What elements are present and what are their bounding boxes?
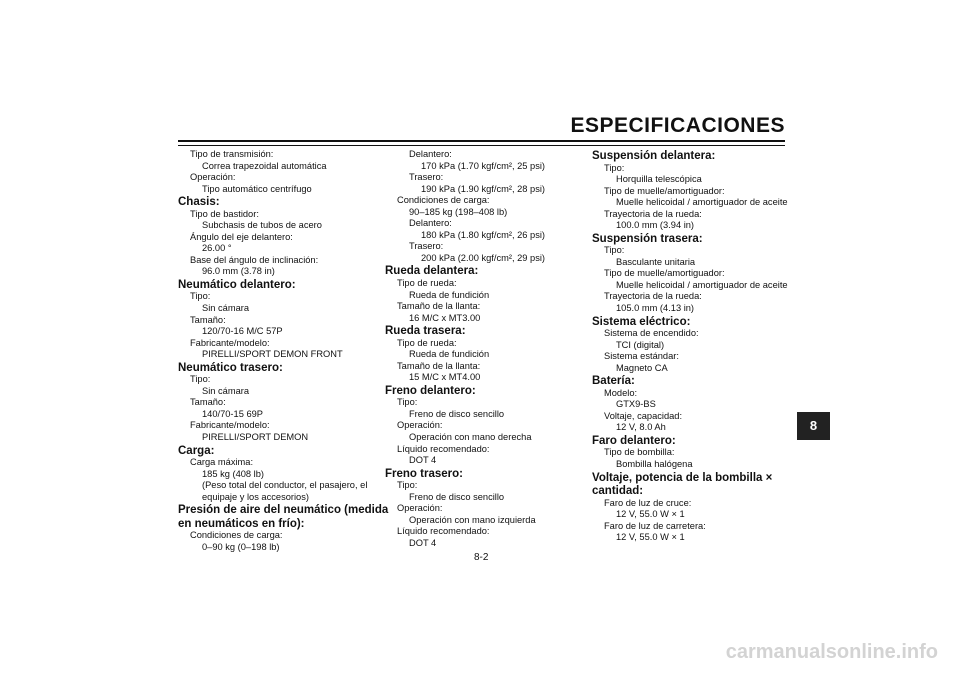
spec-line: Subchasis de tubos de acero (202, 220, 322, 231)
spec-line: Delantero: (409, 149, 452, 159)
spec-line: Rueda de fundición (409, 289, 490, 300)
spec-line: 140/70-15 69P (202, 408, 263, 419)
spec-line: equipaje y los accesorios) (202, 491, 309, 502)
section-heading: Neumático trasero: (178, 361, 283, 374)
spec-line: 26.00 ° (202, 243, 232, 254)
spec-column-3 (592, 149, 787, 544)
spec-line: Base del ángulo de inclinación: (190, 254, 319, 265)
page-number: 8-2 (474, 552, 489, 563)
section-heading: Freno delantero: (385, 384, 476, 397)
spec-line: Freno de disco sencillo (409, 491, 505, 502)
spec-line: Tipo: (604, 245, 625, 256)
spec-line: Rueda de fundición (409, 349, 490, 360)
spec-line: 96.0 mm (3.78 in) (202, 266, 275, 277)
spec-line: 12 V, 55.0 W × 1 (616, 509, 685, 520)
spec-line: Tipo de bombilla: (604, 447, 675, 458)
chapter-tab: 8 (797, 412, 830, 440)
spec-line: Tipo de rueda: (397, 277, 457, 288)
header-rule-thin (178, 145, 785, 146)
spec-line: Sin cámara (202, 303, 250, 314)
spec-line: Delantero: (409, 218, 452, 229)
section-heading: Sistema eléctrico: (592, 315, 691, 328)
section-heading: Faro delantero: (592, 434, 676, 447)
spec-line: Freno de disco sencillo (409, 408, 505, 419)
spec-line: Carga máxima: (190, 457, 254, 468)
spec-line: Trasero: (409, 172, 444, 183)
spec-line: Trasero: (409, 241, 444, 252)
spec-line: 15 M/C x MT4.00 (409, 372, 481, 383)
spec-line: 100.0 mm (3.94 in) (616, 220, 695, 231)
spec-line: 120/70-16 M/C 57P (202, 326, 283, 337)
spec-line: Operación: (397, 420, 443, 431)
spec-line: DOT 4 (409, 455, 437, 466)
spec-line: DOT 4 (409, 537, 437, 548)
spec-line: Sistema estándar: (604, 351, 679, 362)
spec-column-2 (385, 149, 580, 549)
spec-line: 90–185 kg (198–408 lb) (409, 206, 508, 217)
spec-line: Tipo: (397, 397, 418, 408)
spec-line: Magneto CA (616, 362, 668, 373)
spec-line: 180 kPa (1.80 kgf/cm², 26 psi) (421, 229, 546, 240)
spec-column-1 (178, 149, 389, 553)
spec-line: Basculante unitaria (616, 256, 696, 267)
spec-line: PIRELLI/SPORT DEMON (202, 431, 309, 442)
spec-line: Tamaño de la llanta: (397, 301, 481, 312)
spec-line: Tipo: (190, 291, 211, 302)
section-heading: Suspensión trasera: (592, 232, 703, 245)
spec-line: 12 V, 8.0 Ah (616, 422, 666, 433)
spec-line: 170 kPa (1.70 kgf/cm², 25 psi) (421, 160, 546, 171)
spec-line: Faro de luz de carretera: (604, 520, 706, 531)
spec-line: Trayectoria de la rueda: (604, 208, 702, 219)
spec-line: Operación con mano derecha (409, 431, 532, 442)
spec-line: PIRELLI/SPORT DEMON FRONT (202, 349, 343, 360)
section-heading: Neumático delantero: (178, 278, 296, 291)
section-heading: Rueda delantera: (385, 265, 479, 278)
section-heading: Presión de aire del neumático (medida (178, 504, 389, 517)
spec-line: Líquido recomendado: (397, 526, 490, 537)
spec-line: Fabricante/modelo: (190, 337, 270, 348)
spec-line: Líquido recomendado: (397, 443, 490, 454)
spec-line: Sin cámara (202, 385, 250, 396)
spec-line: Tamaño: (190, 314, 226, 325)
spec-line: Fabricante/modelo: (190, 420, 270, 431)
header-rule (178, 140, 785, 142)
section-heading: en neumáticos en frío): (178, 517, 305, 530)
spec-line: Tipo: (397, 480, 418, 491)
spec-line: 185 kg (408 lb) (202, 468, 265, 479)
section-heading: Suspensión delantera: (592, 150, 716, 162)
spec-line: Operación: (397, 503, 443, 514)
spec-line: Tamaño de la llanta: (397, 360, 481, 371)
spec-line: Condiciones de carga: (190, 530, 283, 541)
spec-line: Condiciones de carga: (397, 195, 490, 206)
page-title: ESPECIFICACIONES (570, 114, 785, 137)
spec-line: Ángulo del eje delantero: (190, 231, 293, 242)
spec-line: 190 kPa (1.90 kgf/cm², 28 psi) (421, 183, 546, 194)
section-heading: Batería: (592, 375, 635, 388)
section-heading: cantidad: (592, 485, 644, 498)
spec-line: Operación con mano izquierda (409, 514, 536, 525)
spec-line: Tipo automático centrífugo (202, 183, 312, 194)
spec-line: Modelo: (604, 387, 638, 398)
spec-line: 200 kPa (2.00 kgf/cm², 29 psi) (421, 252, 546, 263)
spec-line: Faro de luz de cruce: (604, 497, 692, 508)
section-heading: Chasis: (178, 196, 220, 209)
spec-line: Tipo de bastidor: (190, 208, 259, 219)
spec-line: 12 V, 55.0 W × 1 (616, 532, 685, 543)
section-heading: Rueda trasera: (385, 325, 466, 338)
spec-line: Sistema de encendido: (604, 328, 699, 339)
spec-line: Bombilla halógena (616, 458, 693, 469)
spec-line: 105.0 mm (4.13 in) (616, 303, 695, 314)
spec-line: Tipo de muelle/amortiguador: (604, 185, 725, 196)
section-heading: Freno trasero: (385, 467, 463, 480)
spec-line: Horquilla telescópica (616, 174, 702, 185)
spec-line: GTX9-BS (616, 399, 656, 410)
spec-line: Tipo: (604, 162, 625, 173)
spec-line: TCI (digital) (616, 339, 665, 350)
spec-line: Correa trapezoidal automática (202, 160, 327, 171)
spec-line: Operación: (190, 172, 236, 183)
spec-line: Tipo de transmisión: (190, 149, 274, 159)
spec-line: (Peso total del conductor, el pasajero, el (202, 480, 368, 491)
spec-line: 16 M/C x MT3.00 (409, 312, 481, 323)
section-heading: Carga: (178, 444, 215, 457)
spec-line: Tipo de rueda: (397, 337, 457, 348)
spec-line: Tipo de muelle/amortiguador: (604, 268, 725, 279)
spec-line: Muelle helicoidal / amortiguador de aceite (616, 279, 788, 290)
watermark: carmanualsonline.info (725, 641, 938, 663)
spec-line: Trayectoria de la rueda: (604, 291, 702, 302)
spec-line: Tipo: (190, 374, 211, 385)
spec-line: Tamaño: (190, 397, 226, 408)
section-heading: Voltaje, potencia de la bombilla × (592, 471, 773, 484)
spec-line: Voltaje, capacidad: (604, 410, 683, 421)
spec-line: Muelle helicoidal / amortiguador de aceite (616, 197, 788, 208)
spec-line: 0–90 kg (0–198 lb) (202, 541, 280, 552)
